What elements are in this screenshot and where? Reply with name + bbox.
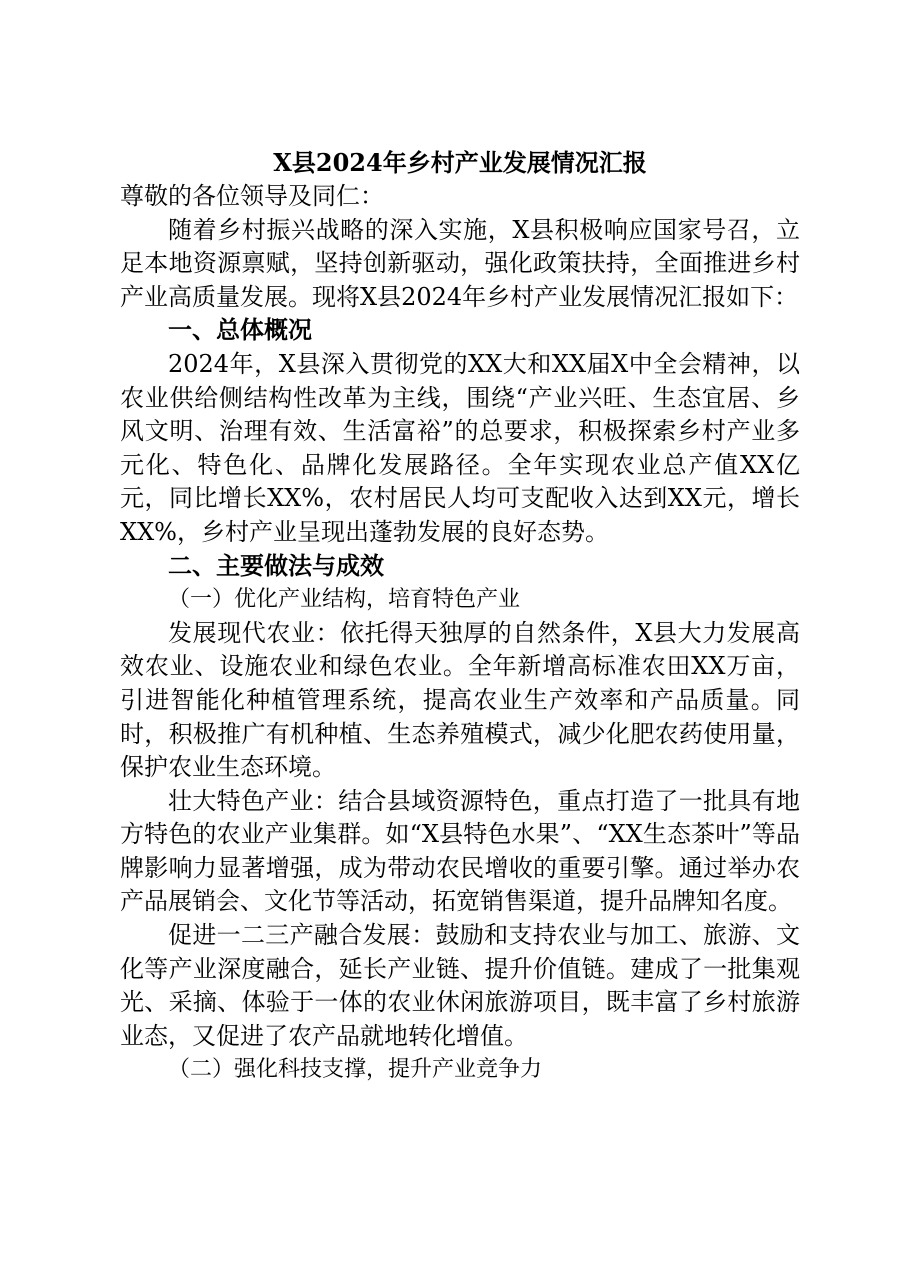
section-heading-measures: 二、主要做法与成效 xyxy=(168,551,384,580)
paragraph-special-industry: 壮大特色产业：结合县域资源特色，重点打造了一批具有地方特色的农业产业集群。如“X县特色水果”、“XX生态茶叶”等品牌影响力显著增强，成为带动农民增收的重要引擎。通过举办农产品展销会、文化节等活动，拓宽销售渠道，提升品牌知名度。 xyxy=(120,786,800,916)
salutation: 尊敬的各位领导及同仁： xyxy=(120,182,384,210)
subsection-heading-structure: （一）优化产业结构，培育特色产业 xyxy=(168,587,521,613)
section-heading-overview: 一、总体概况 xyxy=(168,316,312,345)
document-body xyxy=(120,146,800,1087)
paragraph-industry-integration: 促进一二三产融合发展：鼓励和支持农业与加工、旅游、文化等产业深度融合，延长产业链、提升价值链。建成了一批集观光、采摘、体验于一体的农业休闲旅游项目，既丰富了乡村旅游业态，又促进了农产品就地转化增值。 xyxy=(120,921,800,1050)
intro-paragraph: 随着乡村振兴战略的深入实施，X县积极响应国家号召，立足本地资源禀赋，坚持创新驱动，强化政策扶持，全面推进乡村产业高质量发展。现将X县2024年乡村产业发展情况汇报如下： xyxy=(120,215,800,311)
document-title: X县2024年乡村产业发展情况汇报 xyxy=(273,148,647,177)
overview-paragraph: 2024年，X县深入贯彻党的XX大和XX届X中全会精神，以农业供给侧结构性改革为主线，围绕“产业兴旺、生态宜居、乡风文明、治理有效、生活富裕”的总要求，积极探索乡村产业多元化、特色化、品牌化发展路径。全年实现农业总产值XX亿元，同比增长XX%，农村居民人均可支配收入达到XX元，增长XX%，乡村产业呈现出蓬勃发展的良好态势。 xyxy=(120,349,800,546)
subsection-heading-technology: （二）强化科技支撑，提升产业竞争力 xyxy=(168,1057,543,1083)
paragraph-modern-agriculture: 发展现代农业：依托得天独厚的自然条件，X县大力发展高效农业、设施农业和绿色农业。全年新增高标准农田XX万亩，引进智能化种植管理系统，提高农业生产效率和产品质量。同时，积极推广有机种植、生态养殖模式，减少化肥农药使用量，保护农业生态环境。 xyxy=(120,618,800,782)
